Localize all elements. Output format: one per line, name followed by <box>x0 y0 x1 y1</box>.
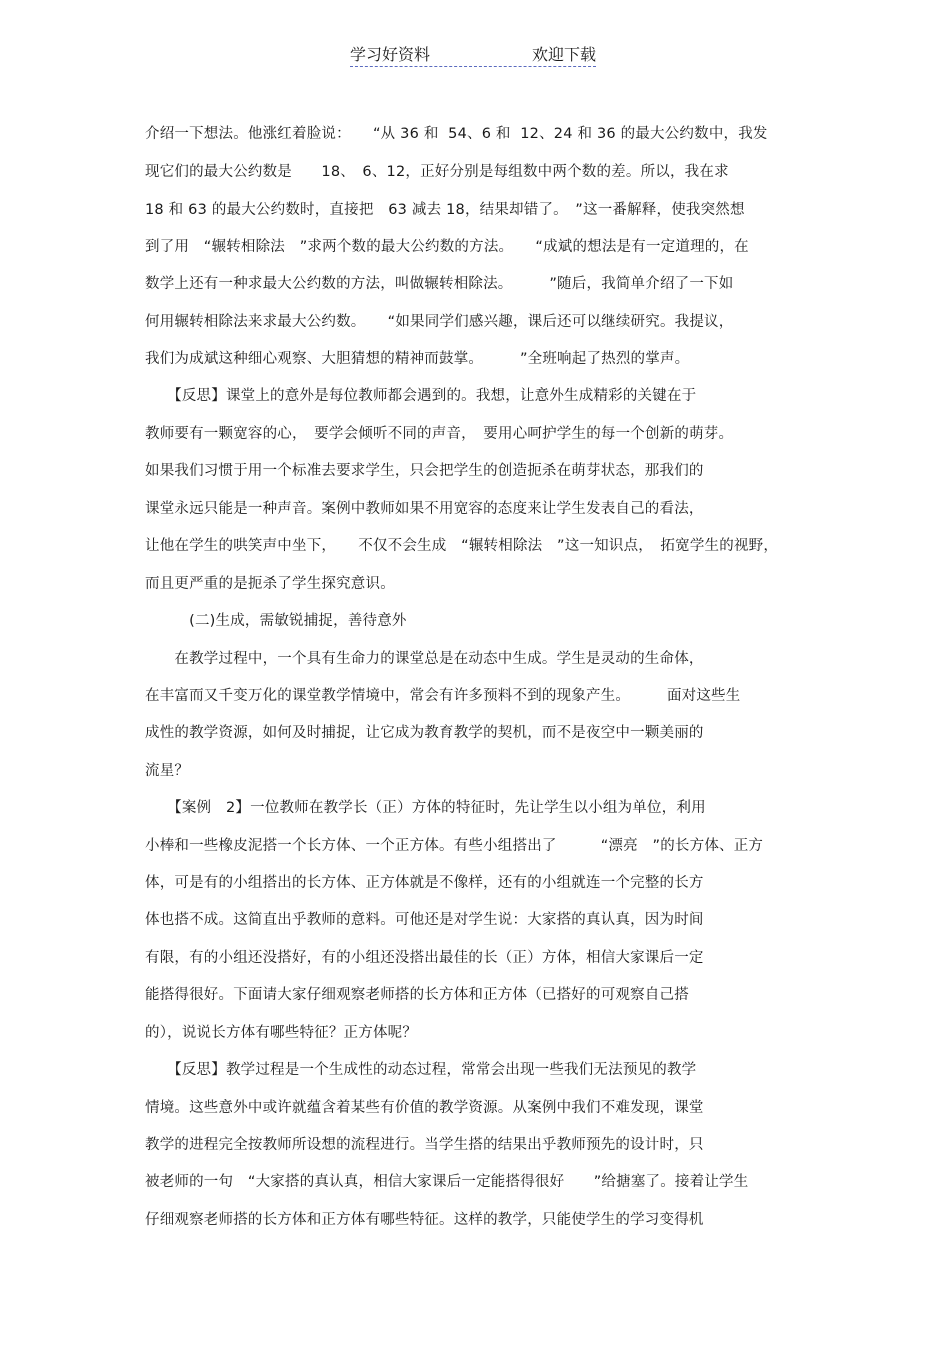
body-line: 到了用 “辗转相除法 ”求两个数的最大公约数的方法。 “成斌的想法是有一定道理的，在 <box>145 239 749 255</box>
header-title-left: 学习好资料 <box>350 45 431 64</box>
body-line: 体也搭不成。这简直出乎教师的意料。可他还是对学生说：大家搭的真认真，因为时间 <box>145 912 704 928</box>
body-line: 能搭得很好。下面请大家仔细观察老师搭的长方体和正方体（已搭好的可观察自己搭 <box>145 987 689 1003</box>
section-heading: (二)生成，需敏锐捕捉，善待意外 <box>145 613 407 629</box>
body-line: 小棒和一些橡皮泥搭一个长方体、一个正方体。有些小组搭出了 “漂亮 ”的长方体、正方 <box>145 838 764 854</box>
body-line: 而且更严重的是扼杀了学生探究意识。 <box>145 576 395 592</box>
header-title-right: 欢迎下载 <box>531 45 596 64</box>
body-line: 情境。这些意外中或许就蕴含着某些有价值的教学资源。从案例中我们不难发现，课堂 <box>145 1100 704 1116</box>
body-line: 教师要有一颗宽容的心， 要学会倾听不同的声音， 要用心呵护学生的每一个创新的萌芽。 <box>145 426 734 442</box>
body-line: 成性的教学资源，如何及时捕捉，让它成为教育教学的契机，而不是夜空中一颗美丽的 <box>145 725 704 741</box>
body-line: 被老师的一句 “大家搭的真认真，相信大家课后一定能搭得很好 ”给搪塞了。接着让学生 <box>145 1174 749 1190</box>
body-line: 体，可是有的小组搭出的长方体、正方体就是不像样，还有的小组就连一个完整的长方 <box>145 875 704 891</box>
body-line: 的），说说长方体有哪些特征？正方体呢？ <box>145 1025 418 1041</box>
paragraph-heading-reflection: 【反思】教学过程是一个生成性的动态过程，常常会出现一些我们无法预见的教学 <box>145 1062 697 1078</box>
body-line: 让他在学生的哄笑声中坐下， 不仅不会生成 “辗转相除法 ”这一知识点， 拓宽学生的视野， <box>145 538 779 554</box>
body-line: 有限，有的小组还没搭好，有的小组还没搭出最佳的长（正）方体，相信大家课后一定 <box>145 950 704 966</box>
paragraph-heading-reflection: 【反思】课堂上的意外是每位教师都会遇到的。我想，让意外生成精彩的关键在于 <box>145 388 697 404</box>
body-line: 18 和 63 的最大公约数时，直接把 63 减去 18，结果却错了。 ”这一番解释，使我突然想 <box>145 202 745 218</box>
body-line: 何用辗转相除法来求最大公约数。 “如果同学们感兴趣，课后还可以继续研究。我提议， <box>145 314 734 330</box>
body-line: 课堂永远只能是一种声音。案例中教师如果不用宽容的态度来让学生发表自己的看法， <box>145 501 704 517</box>
paragraph-heading-case: 【案例 2】一位教师在教学长（正）方体的特征时，先让学生以小组为单位，利用 <box>145 800 706 816</box>
page-header <box>350 40 596 67</box>
body-line: 在丰富而又千变万化的课堂教学情境中，常会有许多预料不到的现象产生。 面对这些生 <box>145 688 741 704</box>
body-line: 如果我们习惯于用一个标准去要求学生，只会把学生的创造扼杀在萌芽状态，那我们的 <box>145 463 704 479</box>
body-line: 介绍一下想法。他涨红着脸说： “从 36 和 54、6 和 12、24 和 36 的最大公约数中，我发 <box>145 126 768 142</box>
body-line: 在教学过程中，一个具有生命力的课堂总是在动态中生成。学生是灵动的生命体， <box>145 651 704 667</box>
body-line: 现它们的最大公约数是 18、 6、12，正好分别是每组数中两个数的差。所以，我在求 <box>145 164 729 180</box>
body-line: 数学上还有一种求最大公约数的方法，叫做辗转相除法。 ”随后，我简单介绍了一下如 <box>145 276 734 292</box>
body-line: 流星？ <box>145 763 190 779</box>
body-line: 仔细观察老师搭的长方体和正方体有哪些特征。这样的教学，只能使学生的学习变得机 <box>145 1212 704 1228</box>
body-line: 我们为成斌这种细心观察、大胆猜想的精神而鼓掌。 ”全班响起了热烈的掌声。 <box>145 351 690 367</box>
body-line: 教学的进程完全按教师所设想的流程进行。当学生搭的结果出乎教师预先的设计时，只 <box>145 1137 704 1153</box>
